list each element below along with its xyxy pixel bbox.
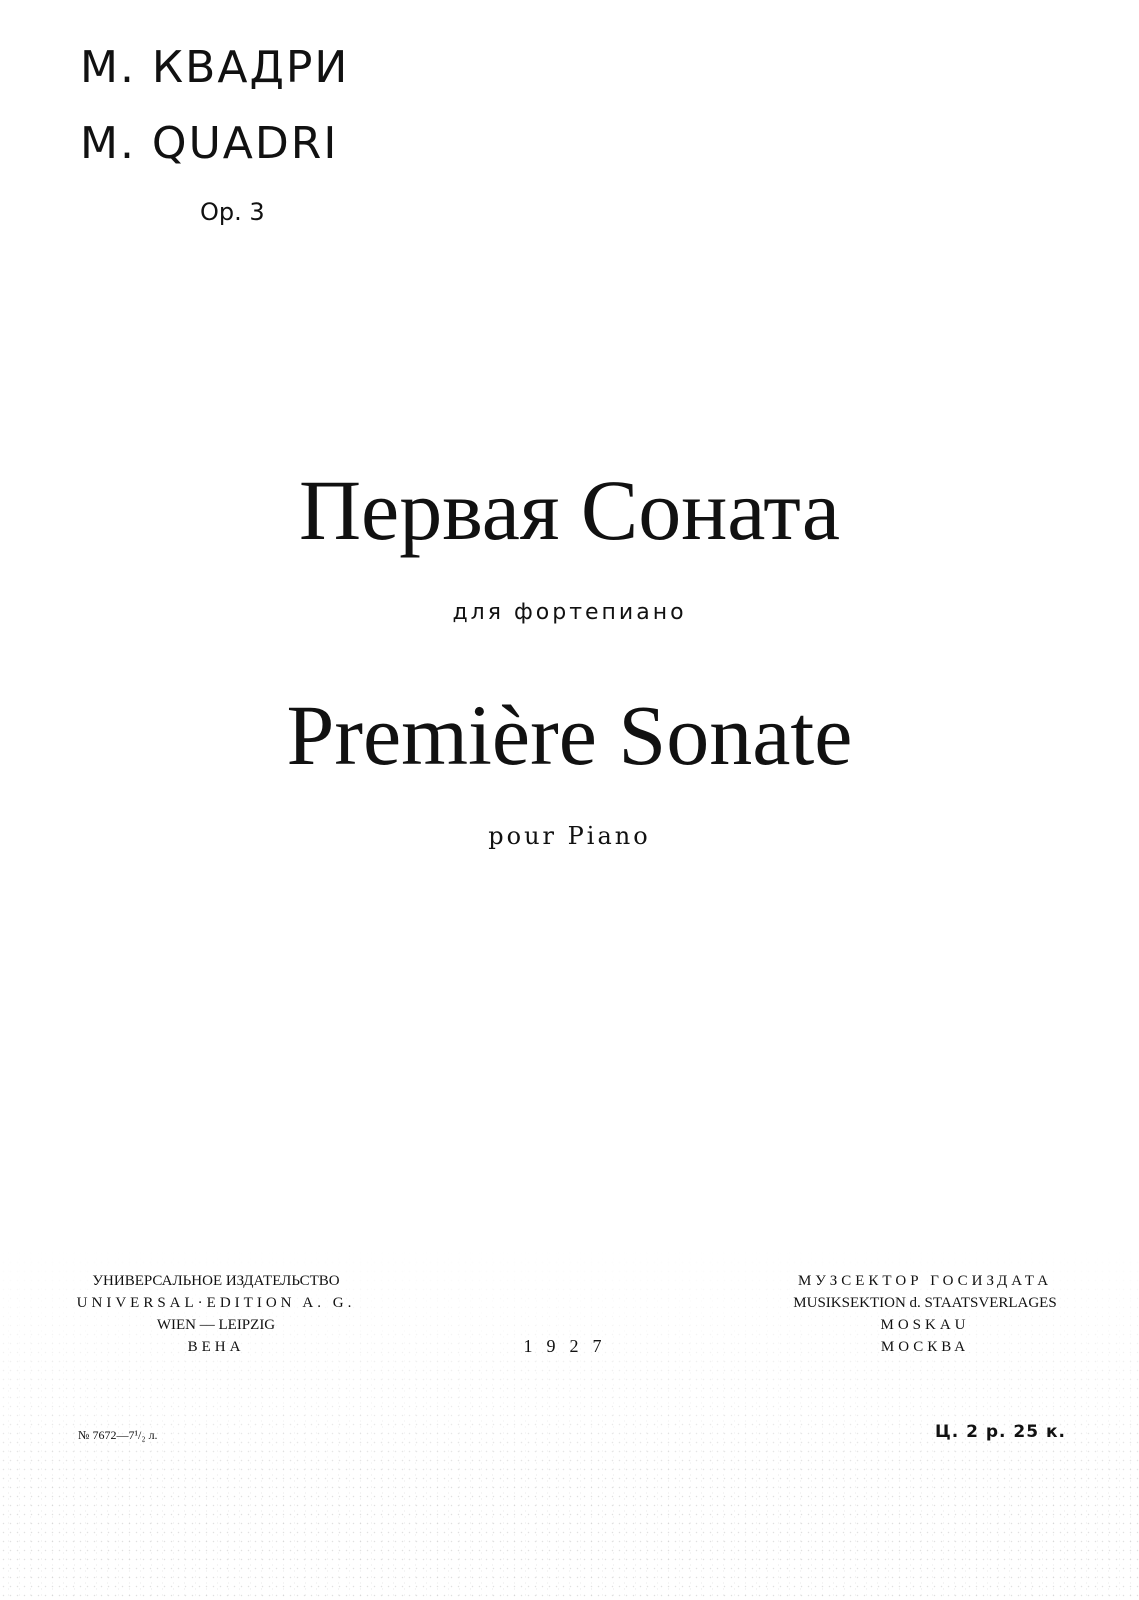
title-russian: Первая Соната xyxy=(298,462,841,558)
publisher-right-line3: MOSKAU xyxy=(880,1317,970,1333)
composer-name-russian: М. КВАДРИ xyxy=(80,42,350,93)
composer-name-latin: M. QUADRI xyxy=(80,118,339,169)
subtitle-french: pour Piano xyxy=(488,822,651,850)
publisher-left-line4: ВЕНА xyxy=(187,1339,245,1355)
publisher-left-line2: UNIVERSAL·EDITION A. G. xyxy=(76,1295,356,1311)
subtitle-russian: для фортепиано xyxy=(452,600,687,625)
publisher-right-line4: МОСКВА xyxy=(880,1339,970,1355)
publication-year: 1927 xyxy=(523,1336,616,1356)
publisher-right xyxy=(780,1270,1070,1358)
catalog-number: № 7672—7¹/₂ л. xyxy=(78,1428,158,1442)
publisher-right-line2: MUSIKSEKTION d. STAATSVERLAGES xyxy=(793,1295,1057,1311)
price: Ц. 2 р. 25 к. xyxy=(934,1422,1066,1442)
opus-number: Op. 3 xyxy=(200,198,265,226)
publisher-left-line1: УНИВЕРСАЛЬНОЕ ИЗДАТЕЛЬСТВО xyxy=(92,1273,340,1289)
publisher-left-line3: WIEN — LEIPZIG xyxy=(156,1317,276,1333)
title-french: Première Sonate xyxy=(286,687,853,783)
publisher-right-line1: МУЗСЕКТОР ГОСИЗДАТА xyxy=(797,1273,1053,1289)
